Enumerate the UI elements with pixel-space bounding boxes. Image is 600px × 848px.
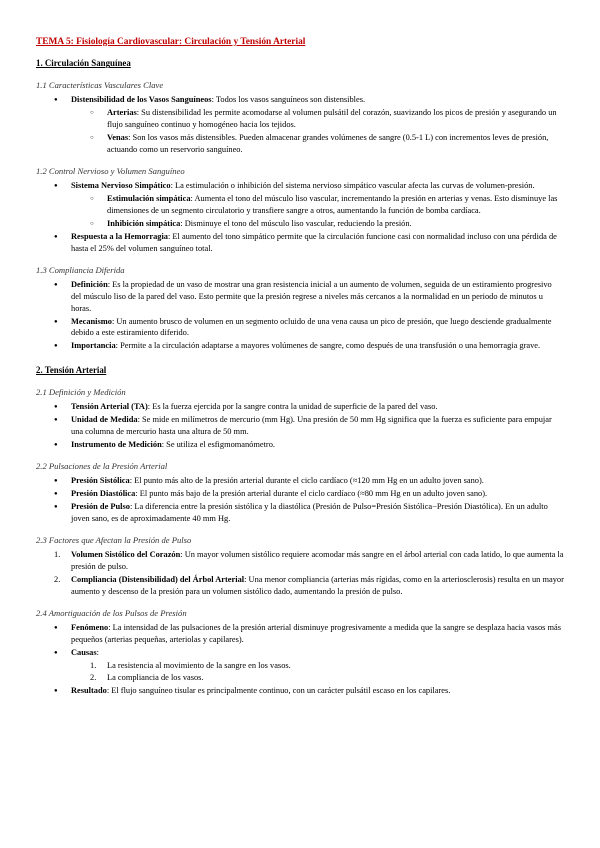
sub-item-text: : Aumenta el tono del músculo liso vascular, incrementando la presión en arterias y venas. Esto disminuye las dimensiones de un segmento circulatorio y transfiere sangre a otros, aumentando la función de bomba cardíaca. bbox=[107, 193, 558, 215]
item-text: : Se mide en milímetros de mercurio (mm Hg). Una presión de 50 mm Hg significa que la fuerza es suficiente para empujar una columna de mercurio hasta una altura de 50 mm. bbox=[71, 415, 552, 436]
subsection-heading: 2.3 Factores que Afectan la Presión de Pulso bbox=[36, 534, 192, 545]
document-content bbox=[36, 57, 564, 697]
sub-list-item bbox=[107, 132, 564, 156]
sub-list-item bbox=[107, 107, 564, 131]
item-text: : La diferencia entre la presión sistólica y la diastólica (Presión de Pulso=Presión Sistólica−Presión Diastólica). En un adulto joven sano, es de aproximadamente 40 mm Hg. bbox=[71, 501, 548, 523]
list-number: 1. bbox=[54, 549, 61, 559]
bullet-list bbox=[71, 622, 564, 698]
bullet-list bbox=[71, 94, 564, 156]
item-term: Tensión Arterial (TA) bbox=[71, 402, 148, 412]
item-term: Definición bbox=[71, 279, 108, 289]
item-text: : bbox=[96, 647, 99, 657]
sub-list-item bbox=[90, 660, 564, 672]
item-text: : El flujo sanguíneo tisular es principalmente continuo, con un carácter pulsátil escaso en los capilares. bbox=[106, 686, 451, 696]
item-text: : Un mayor volumen sistólico requiere acomodar más sangre en el árbol arterial con cada latido, lo que aumenta la presión de pulso. bbox=[71, 549, 564, 571]
item-term: Causas bbox=[71, 647, 97, 657]
sub-item-term: Arterias bbox=[107, 108, 137, 118]
item-text: : Una menor compliancia (arterias más rígidas, como en la arteriosclerosis) resulta en un mayor aumento y descenso de la presión para un volumen sistólico dado, aumentando la presión de pulso. bbox=[71, 574, 564, 596]
bullet-list bbox=[71, 475, 564, 525]
list-item bbox=[71, 401, 564, 413]
sub-bullet-list bbox=[107, 107, 564, 156]
item-term: Mecanismo bbox=[71, 316, 112, 326]
item-term: Presión Diastólica bbox=[71, 488, 136, 498]
item-text: : El aumento del tono simpático permite que la circulación funcione casi con normalidad incluso con una pérdida de hasta el 25% del volumen sanguíneo total. bbox=[71, 231, 557, 253]
item-text: : El punto más alto de la presión arterial durante el ciclo cardíaco (≈120 mm Hg en un adulto joven sano). bbox=[129, 476, 484, 485]
subsection-heading: 1.2 Control Nervioso y Volumen Sanguíneo bbox=[36, 165, 185, 176]
list-item bbox=[71, 340, 564, 352]
list-item bbox=[71, 180, 564, 230]
document-title: TEMA 5: Fisiología Cardiovascular: Circulación y Tensión Arterial bbox=[36, 37, 306, 47]
list-item bbox=[71, 316, 564, 340]
list-item bbox=[71, 94, 564, 156]
item-text: : Todos los vasos sanguíneos son distensibles. bbox=[211, 95, 366, 105]
item-text: : Un aumento brusco de volumen en un segmento ocluido de una vena causa un pico de presión, que luego desciende gradualmente debido a este estiramiento diferido. bbox=[71, 316, 552, 338]
bullet-list bbox=[71, 180, 564, 255]
subsection-heading: 1.3 Compliancia Diferida bbox=[36, 264, 125, 275]
list-item bbox=[71, 414, 564, 438]
list-item bbox=[71, 475, 564, 487]
subsection-heading: 2.4 Amortiguación de los Pulsos de Presión bbox=[36, 607, 187, 618]
section-heading: 1. Circulación Sanguínea bbox=[36, 58, 131, 69]
sub-item-term: Estimulación simpática bbox=[107, 193, 191, 203]
item-term: Instrumento de Medición bbox=[71, 439, 162, 449]
list-item bbox=[54, 549, 564, 573]
list-number: 2. bbox=[90, 673, 97, 683]
bullet-list bbox=[71, 279, 564, 353]
item-term: Presión de Pulso bbox=[71, 501, 130, 511]
sub-item-text: : Disminuye el tono del músculo liso vascular, reduciendo la presión. bbox=[180, 218, 412, 228]
sub-list-item bbox=[90, 672, 564, 684]
item-term: Importancia bbox=[71, 341, 116, 351]
sub-item-text: La resistencia al movimiento de la sangre en los vasos. bbox=[107, 660, 291, 670]
subsection-heading: 2.1 Definición y Medición bbox=[36, 386, 126, 397]
list-item bbox=[71, 622, 564, 646]
sub-item-term: Inhibición simpática bbox=[107, 218, 181, 228]
item-text: : La estimulación o inhibición del sistema nervioso simpático vascular afecta las curvas de volumen-presión. bbox=[170, 181, 535, 190]
item-term: Respuesta a la Hemorragia bbox=[71, 231, 168, 241]
item-term: Compliancia (Distensibilidad) del Árbol Arterial bbox=[71, 574, 245, 584]
item-term: Distensibilidad de los Vasos Sanguíneos bbox=[71, 95, 212, 105]
list-item bbox=[71, 439, 564, 451]
numbered-list bbox=[54, 549, 564, 598]
sub-numbered-list bbox=[90, 660, 564, 685]
list-item bbox=[71, 501, 564, 525]
item-text: : Se utiliza el esfigmomanómetro. bbox=[161, 439, 276, 449]
sub-item-text: : Son los vasos más distensibles. Pueden almacenar grandes volúmenes de sangre (0.5-1 L) con incrementos leves de presión, actuando como un reservorio sanguíneo. bbox=[107, 132, 549, 154]
sub-item-text: La compliancia de los vasos. bbox=[107, 673, 204, 683]
list-item bbox=[71, 279, 564, 315]
sub-bullet-list bbox=[107, 193, 564, 230]
item-text: : Es la fuerza ejercida por la sangre contra la unidad de superficie de la pared del vaso. bbox=[147, 402, 438, 412]
item-text: : La intensidad de las pulsaciones de la presión arterial disminuye progresivamente a medida que la sangre se desplaza hacia vasos más pequeños (arterias pequeñas, arteriolas y capilares). bbox=[71, 622, 562, 644]
item-text: : El punto más bajo de la presión arterial durante el ciclo cardíaco (≈80 mm Hg en un adulto joven sano). bbox=[135, 488, 488, 498]
list-number: 1. bbox=[90, 660, 97, 670]
subsection-heading: 2.2 Pulsaciones de la Presión Arterial bbox=[36, 460, 168, 471]
item-term: Unidad de Medida bbox=[71, 415, 138, 425]
subsection-heading: 1.1 Características Vasculares Clave bbox=[36, 79, 164, 90]
section-heading: 2. Tensión Arterial bbox=[36, 365, 107, 376]
sub-item-text: : Su distensibilidad les permite acomodarse al volumen pulsátil del corazón, suavizando los picos de presión y asegurando un flujo sanguíneo continuo y homogéneo hacia los tejidos. bbox=[107, 108, 557, 130]
sub-item-term: Venas bbox=[107, 132, 129, 142]
sub-list-item bbox=[107, 218, 564, 230]
item-text: : Es la propiedad de un vaso de mostrar una gran resistencia inicial a un aumento de volumen, seguida de un estiramiento progresivo del músculo liso de la pared del vaso. Esto permite que la presión regrese a niveles más cercanos a la normalidad en un periodo de minutos u horas. bbox=[71, 279, 552, 313]
item-term: Fenómeno bbox=[71, 622, 109, 632]
list-item bbox=[71, 685, 564, 697]
bullet-list bbox=[71, 401, 564, 451]
item-term: Volumen Sistólico del Corazón bbox=[71, 549, 181, 559]
sub-list-item bbox=[107, 193, 564, 217]
item-term: Resultado bbox=[71, 686, 107, 696]
list-item bbox=[71, 647, 564, 685]
list-item bbox=[54, 574, 564, 598]
item-term: Presión Sistólica bbox=[71, 476, 130, 485]
list-number: 2. bbox=[54, 574, 61, 584]
item-text: : Permite a la circulación adaptarse a mayores volúmenes de sangre, como después de una transfusión o una hemorragia grave. bbox=[115, 341, 541, 351]
item-term: Sistema Nervioso Simpático bbox=[71, 181, 171, 190]
list-item bbox=[71, 488, 564, 500]
list-item bbox=[71, 231, 564, 255]
